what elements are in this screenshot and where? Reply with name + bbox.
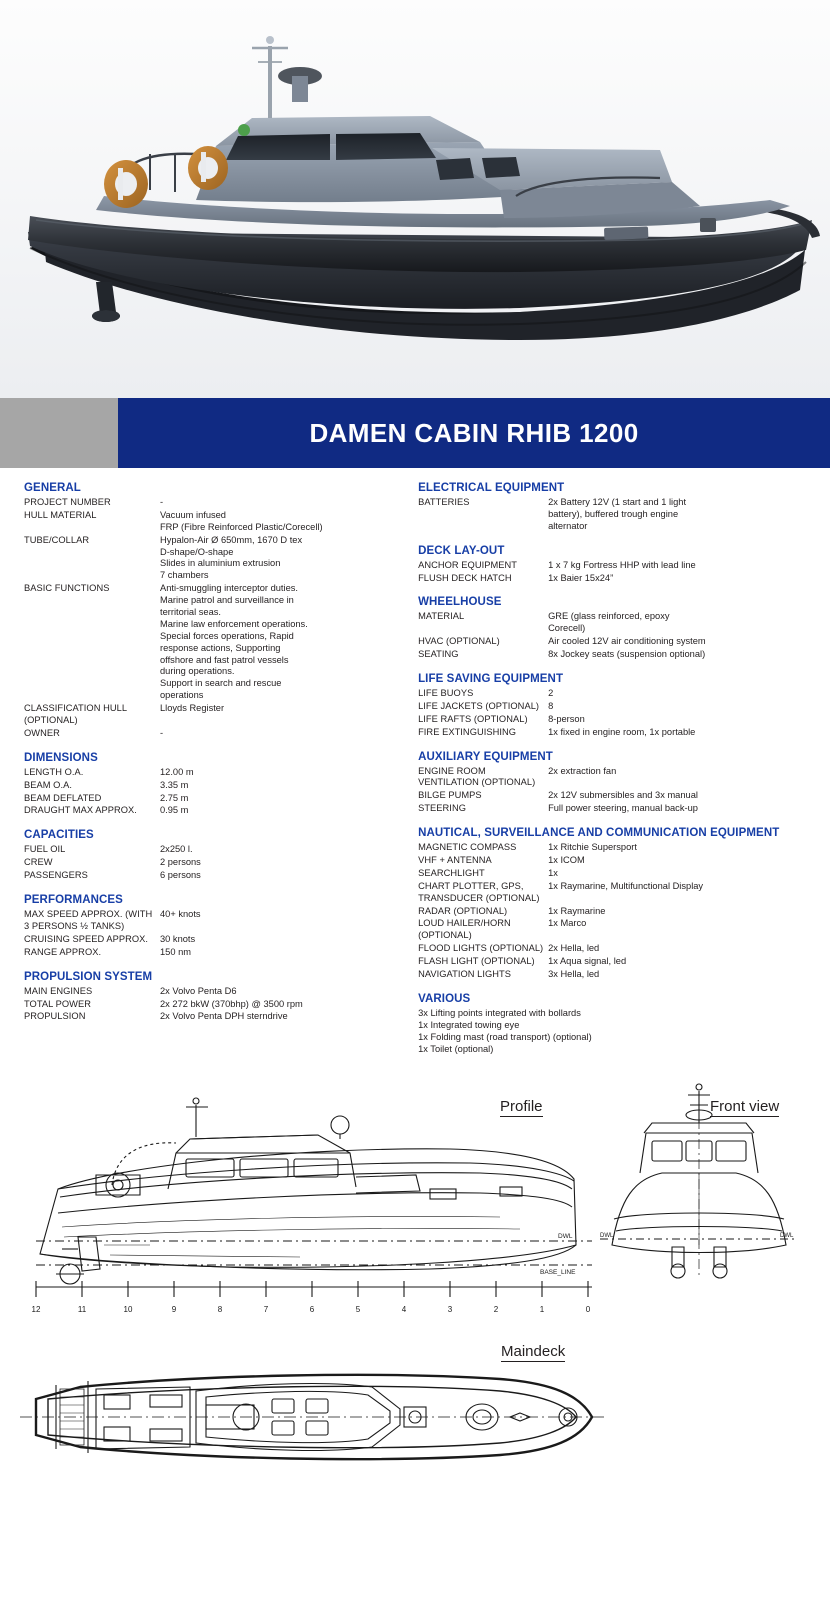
spec-row [24,909,400,934]
section-title-general: GENERAL [24,482,81,494]
spec-row [24,510,400,535]
spec-row [24,767,400,780]
spec-row [418,918,806,943]
spec-key: LOUD HAILER/HORN (OPTIONAL) [418,918,511,941]
section-title-deck-layout: DECK LAY-OUT [418,544,505,557]
spec-key: FUEL OIL [24,844,66,855]
section-title-electrical-equipment: ELECTRICAL EQUIPMENT [418,482,565,494]
drawing-label-maindeck: Maindeck [501,1344,565,1363]
spec-column-right [418,482,806,1057]
spec-value: 8-person [548,713,585,724]
drawing-label-profile: Profile [500,1099,543,1118]
spec-key: FLUSH DECK HATCH [418,572,512,583]
station-numbers [32,1305,591,1314]
profile-annotation-dwl: DWL [558,1232,573,1240]
spec-row [24,947,400,960]
spec-row [418,766,806,791]
spec-value: GRE (glass reinforced, epoxy Corecell) [548,611,670,634]
spec-row [418,573,806,586]
spec-key: PROJECT NUMBER [24,497,111,507]
spec-key: SEARCHLIGHT [418,867,485,878]
spec-key: BATTERIES [418,497,470,507]
spec-row [418,649,806,662]
spec-value: 8x Jockey seats (suspension optional) [548,649,706,660]
spec-table-life-saving [418,688,806,740]
spec-table-deck-layout [418,560,806,586]
spec-value: 1x fixed in engine room, 1x portable [548,726,696,737]
spec-table-general [24,497,400,741]
page-title: DAMEN CABIN RHIB 1200 [309,417,639,448]
spec-row [24,1011,400,1024]
spec-table-wheelhouse [418,611,806,662]
section-title-performances: PERFORMANCES [24,894,123,907]
spec-row [418,611,806,636]
spec-value: 1x Ritchie Supersport [548,842,637,853]
section-title-propulsion-system: PROPULSION SYSTEM [24,970,153,983]
spec-row [418,943,806,956]
spec-row [418,636,806,649]
spec-table-nautical [418,842,806,982]
spec-key: HULL MATERIAL [24,509,97,520]
title-bar [0,398,830,468]
svg-text:11: 11 [77,1304,87,1314]
spec-table-electrical [418,497,806,534]
spec-key: PASSENGERS [24,870,88,881]
svg-text:8: 8 [217,1304,223,1314]
spec-value: Hypalon-Air Ø 650mm, 1670 D tex D-shape/O-shape Slides in aluminium extrusion 7 chambers [160,534,303,581]
spec-row [24,793,400,806]
spec-key: MATERIAL [418,611,465,622]
spec-value: 2x Volvo Penta DPH sterndrive [160,1011,288,1022]
spec-value: 1x Baier 15x24” [548,572,614,583]
spec-table-various [418,1008,806,1057]
spec-key: SEATING [418,649,459,660]
spec-row [418,790,806,803]
spec-value: 2x Hella, led [548,943,600,954]
front-annotation-dwl-left: DWL [600,1232,614,1239]
spec-value: 2x Volvo Penta D6 [160,985,237,996]
spec-key: MAX SPEED APPROX. (WITH 3 PERSONS ½ TANKS) [24,909,153,931]
spec-value: 2x 272 bkW (370bhp) @ 3500 rpm [160,998,303,1009]
spec-key: CHART PLOTTER, GPS, TRANSDUCER (OPTIONAL) [418,880,540,903]
spec-value: 1x Marco [548,918,587,929]
svg-text:5: 5 [355,1304,361,1314]
svg-text:4: 4 [401,1304,407,1314]
spec-row [418,881,806,906]
spec-value: 30 knots [160,933,196,944]
spec-value: 2.75 m [160,792,189,803]
spec-key: LIFE JACKETS (OPTIONAL) [418,700,540,711]
spec-key: BILGE PUMPS [418,790,482,801]
spec-key: HVAC (OPTIONAL) [418,636,500,647]
spec-row [24,934,400,947]
spec-key: MAIN ENGINES [24,985,93,996]
spec-row [24,805,400,818]
spec-value: 2x250 l. [160,844,193,855]
spec-key: ENGINE ROOM VENTILATION (OPTIONAL) [418,765,536,788]
spec-row [24,728,400,741]
spec-key: FLASH LIGHT (OPTIONAL) [418,956,535,967]
spec-row [418,1008,806,1057]
spec-row [418,688,806,701]
spec-key: NAVIGATION LIGHTS [418,969,512,980]
spec-key: CRUISING SPEED APPROX. [24,933,149,944]
spec-key: FIRE EXTINGUISHING [418,726,517,737]
spec-key: LIFE RAFTS (OPTIONAL) [418,713,528,724]
spec-table-capacities [24,844,400,883]
spec-value: 3x Hella, led [548,969,600,980]
vessel-render-image [0,0,830,398]
svg-text:6: 6 [309,1304,315,1314]
spec-value: Lloyds Register [160,703,225,714]
spec-table-auxiliary [418,766,806,817]
spec-value: Anti-smuggling interceptor duties. Marine patrol and surveillance in territorial seas. Marine law enforcement operations. Special forces operations, Rapid response actions, Supporting offshore and fast patrol vessels during operations. Support in search and rescue operations [160,583,308,701]
section-title-various: VARIOUS [418,992,471,1005]
spec-key: VHF + ANTENNA [418,855,492,866]
spec-key: RADAR (OPTIONAL) [418,905,508,916]
spec-key: FLOOD LIGHTS (OPTIONAL) [418,943,544,954]
spec-value: 2 persons [160,857,201,868]
spec-key: TOTAL POWER [24,998,92,1009]
spec-value: 1x ICOM [548,855,585,866]
svg-text:1: 1 [539,1304,545,1314]
spec-row [418,868,806,881]
spec-key: PROPULSION [24,1011,86,1022]
svg-text:2: 2 [493,1304,499,1314]
spec-table-propulsion [24,986,400,1025]
spec-value: 1x [548,867,558,878]
spec-row [24,780,400,793]
spec-row [24,703,400,728]
spec-key: BEAM DEFLATED [24,792,102,803]
spec-column-left [24,482,400,1057]
spec-table-dimensions [24,767,400,819]
svg-text:7: 7 [263,1304,269,1314]
spec-row [418,969,806,982]
spec-value: 1x Aqua signal, led [548,956,627,967]
spec-row [418,956,806,969]
spec-row [24,857,400,870]
spec-value: 2x Battery 12V (1 start and 1 light battery), buffered trough engine alternator [548,497,687,531]
front-annotation-dwl-right: DWL [780,1232,794,1239]
technical-drawings [0,1063,830,1539]
spec-value: 6 persons [160,870,201,881]
spec-value: 1x Raymarine, Multifunctional Display [548,880,704,891]
spec-key: BEAM O.A. [24,779,72,790]
spec-value: 12.00 m [160,766,194,777]
spec-value: 40+ knots [160,909,201,920]
section-title-nautical-surveillance-communication: NAUTICAL, SURVEILLANCE AND COMMUNICATION EQUIPMENT [418,827,780,840]
drawing-label-front-view: Front view [710,1099,779,1118]
svg-text:12: 12 [31,1304,41,1314]
spec-row [418,855,806,868]
section-title-dimensions: DIMENSIONS [24,751,98,764]
section-title-life-saving-equipment: LIFE SAVING EQUIPMENT [418,673,564,686]
spec-value: 2x extraction fan [548,765,617,776]
spec-value: - [160,727,164,738]
spec-row [24,583,400,703]
spec-value: 3x Lifting points integrated with bollards 1x Integrated towing eye 1x Folding mast (road transport) (optional) 1x Toilet (optional) [418,1007,592,1054]
spec-row [418,560,806,573]
drawings-svg [0,1069,830,1539]
svg-text:3: 3 [447,1304,453,1314]
spec-value: - [160,497,164,507]
spec-key: RANGE APPROX. [24,946,102,957]
spec-key: TUBE/COLLAR [24,534,90,545]
spec-key: ANCHOR EQUIPMENT [418,559,518,570]
spec-row [418,714,806,727]
spec-key: MAGNETIC COMPASS [418,842,517,853]
svg-text:0: 0 [585,1304,591,1314]
spec-row [418,701,806,714]
profile-annotation-baseline: BASE_LINE [540,1268,576,1276]
section-title-wheelhouse: WHEELHOUSE [418,596,502,609]
spec-row [418,497,806,534]
spec-table-performances [24,909,400,960]
spec-row [418,727,806,740]
spec-key: DRAUGHT MAX APPROX. [24,805,137,816]
spec-row [24,497,400,510]
specifications-body [0,468,830,1063]
spec-value: 0.95 m [160,805,189,816]
section-title-auxiliary-equipment: AUXILIARY EQUIPMENT [418,750,553,763]
spec-row [24,870,400,883]
spec-row [418,906,806,919]
spec-row [418,803,806,816]
section-title-capacities: CAPACITIES [24,829,94,842]
svg-text:9: 9 [171,1304,177,1314]
spec-row [418,842,806,855]
spec-value: 3.35 m [160,779,189,790]
spec-key: OWNER [24,727,60,738]
svg-text:10: 10 [123,1304,133,1314]
spec-row [24,986,400,999]
title-bar-blue-block [118,398,830,468]
spec-row [24,844,400,857]
spec-value: 1x Raymarine [548,905,606,916]
title-bar-grey-block [0,398,118,468]
spec-value: 2x 12V submersibles and 3x manual [548,790,698,801]
spec-value: Full power steering, manual back-up [548,803,698,814]
vessel-render-svg [0,0,830,398]
spec-key: CREW [24,857,53,868]
spec-value: 150 nm [160,946,192,957]
spec-key: STEERING [418,803,466,814]
spec-row [24,535,400,584]
spec-value: Air cooled 12V air conditioning system [548,636,706,647]
spec-value: 8 [548,700,554,711]
spec-key: CLASSIFICATION HULL (OPTIONAL) [24,703,127,726]
spec-key: LENGTH O.A. [24,766,84,777]
spec-value: Vacuum infused FRP (Fibre Reinforced Plastic/Corecell) [160,509,323,532]
spec-key: BASIC FUNCTIONS [24,583,110,594]
spec-value: 2 [548,688,554,699]
spec-key: LIFE BUOYS [418,688,474,699]
spec-value: 1 x 7 kg Fortress HHP with lead line [548,559,696,570]
spec-row [24,999,400,1012]
